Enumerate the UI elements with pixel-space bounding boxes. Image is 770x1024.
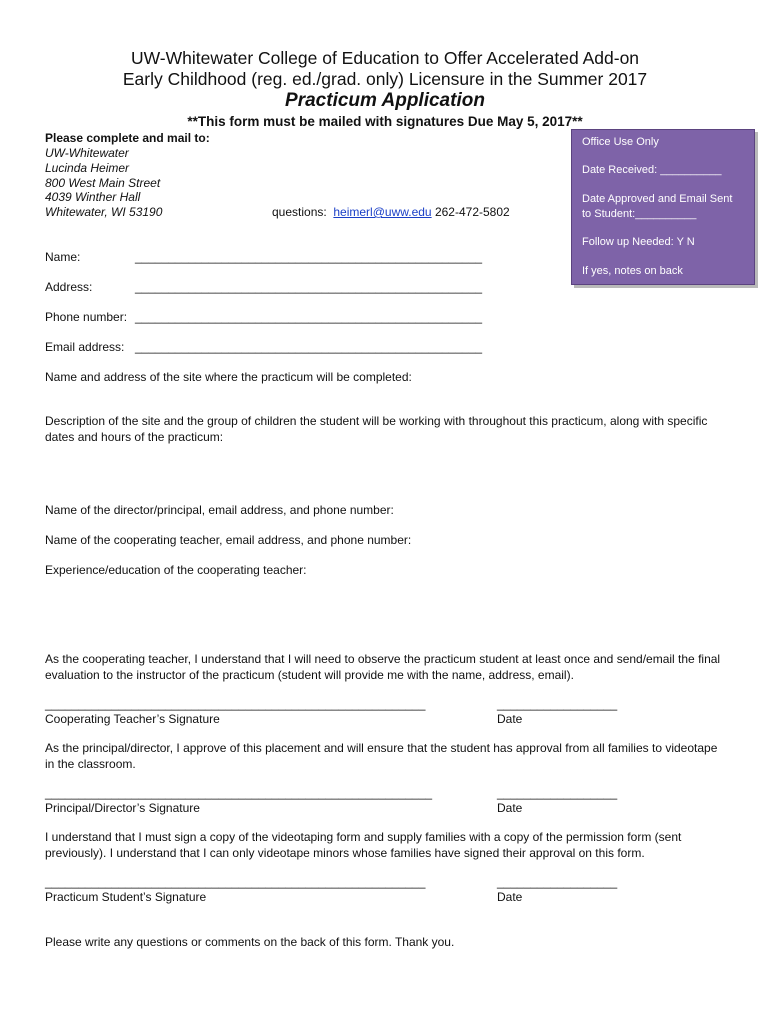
address-line: 800 West Main Street [45, 176, 161, 190]
coop-signature-line[interactable]: _________________________________________________________ [45, 697, 426, 711]
principal-date-line[interactable]: __________________ [497, 786, 618, 800]
header-line-2: Early Childhood (reg. ed./grad. only) Licensure in the Summer 2017 [122, 69, 648, 89]
email-label: Email address: [45, 340, 125, 354]
coop-signature-label: Cooperating Teacher’s Signature [45, 712, 220, 726]
address-line: UW-Whitewater [45, 146, 129, 160]
office-use-box [571, 129, 755, 285]
student-date-line[interactable]: __________________ [497, 875, 618, 889]
name-field[interactable]: ____________________________________________________ [135, 250, 483, 264]
address-label: Address: [45, 280, 93, 294]
coop-teacher-prompt: Name of the cooperating teacher, email address, and phone number: [45, 533, 412, 547]
description-prompt: Description of the site and the group of children the student will be working with throughout this practicum, along with specific dates and hours of the practicum: [45, 414, 708, 444]
address-line: Lucinda Heimer [45, 161, 130, 175]
questions-contact [272, 205, 510, 219]
page-title: Practicum Application [285, 90, 485, 111]
director-prompt: Name of the director/principal, email address, and phone number: [45, 503, 394, 517]
principal-signature-label: Principal/Director’s Signature [45, 801, 200, 815]
name-label: Name: [45, 250, 81, 264]
contact-email-link[interactable]: heimerl@uww.edu [333, 205, 432, 219]
office-title: Office Use Only [582, 136, 659, 148]
coop-date-line[interactable]: __________________ [497, 697, 618, 711]
principal-statement: As the principal/director, I approve of this placement and will ensure that the student has approval from all families to videotape in the classroom. [45, 741, 718, 771]
address-line: 4039 Winther Hall [45, 190, 141, 204]
date-approved: Date Approved and Email Sent [582, 193, 733, 205]
student-signature-label: Practicum Student’s Signature [45, 890, 207, 904]
questions-label: questions: [272, 205, 327, 219]
date-approved-student: to Student:__________ [582, 208, 697, 220]
phone-label: Phone number: [45, 310, 128, 324]
due-notice: **This form must be mailed with signatures Due May 5, 2017** [187, 114, 583, 129]
follow-up: Follow up Needed: Y N [582, 236, 695, 248]
date-received: Date Received: __________ [582, 164, 722, 176]
phone-field[interactable]: ____________________________________________________ [135, 310, 483, 324]
address-field[interactable]: ____________________________________________________ [135, 280, 483, 294]
footer-note: Please write any questions or comments on the back of this form. Thank you. [45, 935, 455, 949]
coop-date-label: Date [497, 712, 523, 726]
email-field[interactable]: ____________________________________________________ [135, 340, 483, 354]
mail-heading: Please complete and mail to: [45, 131, 210, 145]
header-line-1: UW-Whitewater College of Education to Offer Accelerated Add-on [130, 48, 640, 68]
coop-statement: As the cooperating teacher, I understand that I will need to observe the practicum student at least once and send/email the final evaluation to the instructor of the practicum (student will provide me with the name, address, email). [45, 652, 721, 682]
principal-signature-line[interactable]: __________________________________________________________ [45, 786, 433, 800]
student-statement: I understand that I must sign a copy of the videotaping form and supply families with a copy of the permission form (sent previously). I understand that I can only videotape minors whose families have signed their approval on this form. [45, 830, 682, 860]
contact-phone: 262-472-5802 [434, 205, 510, 219]
site-prompt: Name and address of the site where the practicum will be completed: [45, 370, 412, 384]
address-line: Whitewater, WI 53190 [45, 205, 163, 219]
principal-date-label: Date [497, 801, 523, 815]
student-signature-line[interactable]: _________________________________________________________ [45, 875, 426, 889]
notes-on-back: If yes, notes on back [582, 265, 683, 277]
student-date-label: Date [497, 890, 523, 904]
experience-prompt: Experience/education of the cooperating teacher: [45, 563, 307, 577]
